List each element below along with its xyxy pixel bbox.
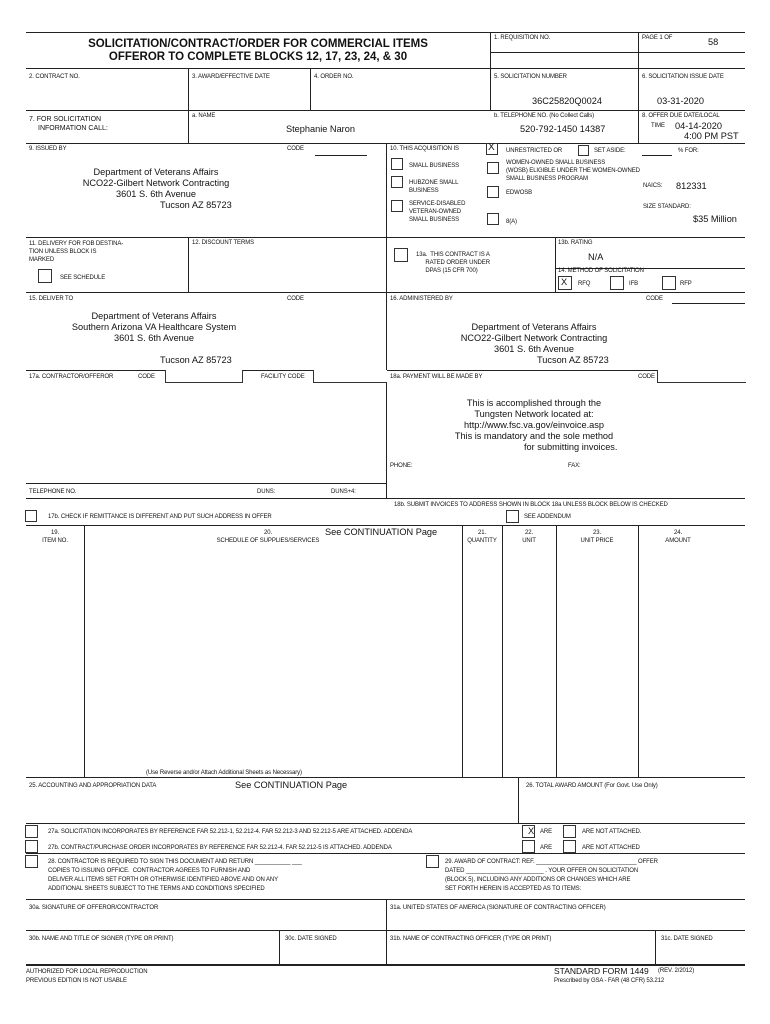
edwosb-label: EDWOSB [506,190,533,196]
ifb-checkbox[interactable] [610,276,624,290]
schedule-continuation: See CONTINUATION Page [325,527,438,537]
see-addendum-checkbox[interactable] [506,510,519,523]
rfp-label: RFP [680,281,692,287]
27b-are-label: ARE [540,845,553,851]
wosb-label: WOMEN-OWNED SMALL BUSINESS (WOSB) ELIGIBLE UNDER THE WOMEN-OWNED SMALL BUSINESS PROGRAM [506,160,640,182]
rule [655,930,656,964]
col-unit: 22. UNIT [522,530,536,544]
rfp-checkbox[interactable] [662,276,676,290]
27b-checkbox[interactable] [25,840,38,853]
col-amount: 24. AMOUNT [665,530,691,544]
code-underline [315,155,367,156]
rule [386,899,387,964]
submit-invoices-label: 18b. SUBMIT INVOICES TO ADDRESS SHOWN IN BLOCK 18a UNLESS BLOCK BELOW IS CHECKED [394,502,668,508]
contractor-code-field[interactable] [165,370,243,383]
rated-order-label: 13a. THIS CONTRACT IS A RATED ORDER UNDER DPAS (15 CFR 700) [416,252,490,274]
award-date-label: 3. AWARD/EFFECTIVE DATE [192,74,270,80]
accounting-continuation: See CONTINUATION Page [235,780,348,790]
payment-fax-label: FAX: [568,463,581,469]
size-standard-value: $35 Million [693,214,737,224]
27b-are-not-label: ARE NOT ATTACHED [582,845,640,851]
order-no-label: 4. ORDER NO. [314,74,354,80]
due-date: 04-14-2020 [675,121,722,131]
deliver-to-label: 15. DELIVER TO [29,296,74,302]
clause-27b: 27b. CONTRACT/PURCHASE ORDER INCORPORATES BY REFERENCE FAR 52.212-4. FAR 52.212-5 IS ATTACHED. ADDENDA [48,845,392,851]
footer-form-name: STANDARD FORM 1449 [554,966,649,976]
contact-name: Stephanie Naron [286,124,355,134]
29-checkbox[interactable] [426,855,439,868]
sdvosb-label: SERVICE-DISABLED VETERAN-OWNED SMALL BUSINESS [409,201,466,223]
rule [279,930,280,964]
officer-31b-label: 31b. NAME OF CONTRACTING OFFICER (TYPE OR PRINT) [390,936,552,942]
rule [310,68,311,110]
issued-by-label: 9. ISSUED BY [29,146,67,152]
rule [84,525,85,777]
rfq-mark: X [561,277,568,287]
clause-29: 29. AWARD OF CONTRACT: REF. _______________________________ OFFER DATED ________________________ . YOUR OFFER ON SOLICITATION (BLOCK 5), INCLUDING ANY ADDITIONS OR CHANGES WHICH ARE SET FORTH HEREIN IS ACCEPTED AS TO ITEMS: [445,859,658,892]
set-aside-checkbox[interactable] [578,145,589,156]
percent-underline [642,155,672,156]
col-quantity: 21. QUANTITY [467,530,497,544]
date-31c-label: 31c. DATE SIGNED [661,936,713,942]
edwosb-checkbox[interactable] [487,186,499,198]
rule [490,52,745,53]
col-unit-price: 23. UNIT PRICE [580,530,614,544]
rule [518,777,519,823]
administered-by-city: Tucson AZ 85723 [537,355,609,365]
due-time: 4:00 PM PST [684,131,739,141]
27a-are-mark: X [528,826,535,836]
col-item-no: 19. ITEM NO. [42,530,68,544]
schedule-footnote: (Use Reverse and/or Attach Additional Sheets as Necessary) [146,770,302,776]
27b-are-checkbox[interactable] [522,840,535,853]
facility-code-field[interactable] [313,370,387,383]
form-title: SOLICITATION/CONTRACT/ORDER FOR COMMERCIAL ITEMS [88,38,428,50]
footer-prescribed: Prescribed by GSA - FAR (48 CFR) 53.212 [554,978,665,984]
8a-checkbox[interactable] [487,213,499,225]
naics-label: NAICS: [643,183,663,189]
info-call-label-1: 7. FOR SOLICITATION [29,116,102,123]
requisition-label: 1. REQUISITION NO. [494,35,551,41]
rated-order-checkbox[interactable] [394,248,408,262]
col-supplies: 20. SCHEDULE OF SUPPLIES/SERVICES [216,530,320,544]
total-award-label: 26. TOTAL AWARD AMOUNT (For Govt. Use Only) [526,783,658,789]
phone-label: b. TELEPHONE NO. (No Collect Calls) [494,113,595,119]
clause-28: 28. CONTRACTOR IS REQUIRED TO SIGN THIS DOCUMENT AND RETURN ___________ ___ COPIES TO ISSUING OFFICE. CONTRACTOR AGREES TO FURNISH AND DELIVER ALL ITEMS SET FORTH OR OTHERWISE IDENTIFIED ABOVE AND ON ANY ADDITIONAL SHEETS SUBJECT TO THE TERMS AND CONDITIONS SPECIFIED [48,859,302,892]
solicitation-number-label: 5. SOLICITATION NUMBER [494,74,567,80]
wosb-checkbox[interactable] [487,162,499,174]
rule [26,483,386,484]
see-schedule-checkbox[interactable] [38,269,52,283]
rating-value: N/A [588,252,604,262]
size-standard-label: SIZE STANDARD: [643,204,691,210]
acquisition-label: 10. THIS ACQUISITION IS [390,146,459,152]
payment-instructions: This is accomplished through the Tungsten Network located at: http://www.fsc.va.gov/einvoice.asp This is mandatory and the sole method [454,398,614,441]
unrestricted-mark: X [488,142,495,153]
deliver-to-address: Department of Veterans Affairs Southern Arizona VA Healthcare System 3601 S. 6th Avenue [71,311,237,343]
date-30c-label: 30c. DATE SIGNED [285,936,337,942]
rfq-label: RFQ [578,281,591,287]
see-schedule-label: SEE SCHEDULE [60,275,106,281]
name-label: a. NAME [192,113,216,119]
contract-no-label: 2. CONTRACT NO. [29,74,80,80]
unrestricted-label: UNRESTRICTED OR [506,148,563,154]
rule [638,32,639,110]
signature-31a-label: 31a. UNITED STATES OF AMERICA (SIGNATURE OF CONTRACTING OFFICER) [390,905,606,911]
remittance-label: 17b. CHECK IF REMITTANCE IS DIFFERENT AND PUT SUCH ADDRESS IN OFFER [48,514,272,520]
telephone-label: TELEPHONE NO. [29,489,77,495]
page-label: PAGE 1 OF [642,35,673,41]
administered-by-label: 16. ADMINISTERED BY [390,296,453,302]
time-label: TIME [651,123,665,129]
sdvosb-checkbox[interactable] [391,200,403,212]
method-label: 14. METHOD OF SOLICITATION [558,268,644,274]
administered-by-address: Department of Veterans Affairs NCO22-Gilbert Network Contracting 3601 S. 6th Avenue [460,322,608,354]
clause-27a: 27a. SOLICITATION INCORPORATES BY REFERENCE FAR 52.212-1, 52.212-4. FAR 52.212-3 AND 52.212-5 ARE ATTACHED. ADDENDA [48,829,413,835]
percent-for-label: % FOR: [678,148,699,154]
discount-terms-label: 12. DISCOUNT TERMS [192,240,254,246]
rule [638,110,639,143]
27a-are-not-label: ARE NOT ATTACHED. [582,829,642,835]
rule [556,525,557,777]
hubzone-checkbox[interactable] [391,176,403,188]
payment-code-field[interactable] [657,370,746,383]
issue-date: 03-31-2020 [657,96,704,106]
ifb-label: IFB [629,281,639,287]
signature-30a-label: 30a. SIGNATURE OF OFFEROR/CONTRACTOR [29,905,159,911]
accounting-label: 25. ACCOUNTING AND APPROPRIATION DATA [29,783,157,789]
deliver-to-code-label: CODE [287,296,304,302]
issued-by-city: Tucson AZ 85723 [160,200,232,210]
payment-phone-label: PHONE: [390,463,413,469]
rule [502,525,503,777]
issue-date-label: 6. SOLICITATION ISSUE DATE [642,74,724,80]
deliver-to-city: Tucson AZ 85723 [160,355,232,365]
small-business-label: SMALL BUSINESS [409,163,460,169]
duns4-label: DUNS+4: [331,489,356,495]
code-underline [672,303,745,304]
27a-are-label: ARE [540,829,553,835]
issued-by-code-label: CODE [287,146,304,152]
due-date-label: 8. OFFER DUE DATE/LOCAL [642,113,720,119]
rule [555,237,556,292]
remittance-checkbox[interactable] [25,510,37,522]
payment-label: 18a. PAYMENT WILL BE MADE BY [390,374,483,380]
contractor-code-label: CODE [138,374,155,380]
info-call-label-2: INFORMATION CALL: [38,125,108,132]
issued-by-address: Department of Veterans Affairs NCO22-Gilbert Network Contracting 3601 S. 6th Avenue [82,167,230,199]
rule [638,525,639,777]
administered-by-code-label: CODE [646,296,663,302]
27b-are-not-checkbox[interactable] [563,840,576,853]
8a-label: 8(A) [506,219,517,225]
payment-code-label: CODE [638,374,655,380]
rule [26,823,745,824]
rule [386,143,387,499]
payment-instructions-last: for submitting invoices. [524,442,618,452]
28-checkbox[interactable] [25,855,38,868]
small-business-checkbox[interactable] [391,158,403,170]
rule [188,237,189,292]
rule [188,68,189,110]
rule [188,110,189,143]
hubzone-label: HUBZONE SMALL BUSINESS [409,180,459,194]
rule [26,777,745,778]
solicitation-number: 36C25820Q0024 [532,96,602,106]
duns-label: DUNS: [257,489,276,495]
27a-are-not-checkbox[interactable] [563,825,576,838]
27a-checkbox[interactable] [25,825,38,838]
delivery-fob-label: 11. DELIVERY FOR FOB DESTINA- TION UNLESS BLOCK IS MARKED [29,241,124,263]
signer-30b-label: 30b. NAME AND TITLE OF SIGNER (TYPE OR PRINT) [29,936,174,942]
contact-phone: 520-792-1450 14387 [520,124,606,134]
rule [462,525,463,777]
footer-revision: (REV. 2/2012) [658,968,695,974]
rule [490,32,491,110]
facility-code-label: FACILITY CODE [261,374,305,380]
form-subtitle: OFFEROR TO COMPLETE BLOCKS 12, 17, 23, 24, & 30 [108,51,408,63]
page-total: 58 [708,37,719,47]
naics-value: 812331 [676,181,707,191]
contractor-label: 17a. CONTRACTOR/OFFEROR [29,374,114,380]
footer-reproduction: AUTHORIZED FOR LOCAL REPRODUCTION PREVIOUS EDITION IS NOT USABLE [26,969,148,984]
see-addendum-label: SEE ADDENDUM [524,514,571,520]
rule [26,853,745,854]
rating-label: 13b. RATING [558,240,593,246]
set-aside-label: SET ASIDE: [594,148,626,154]
